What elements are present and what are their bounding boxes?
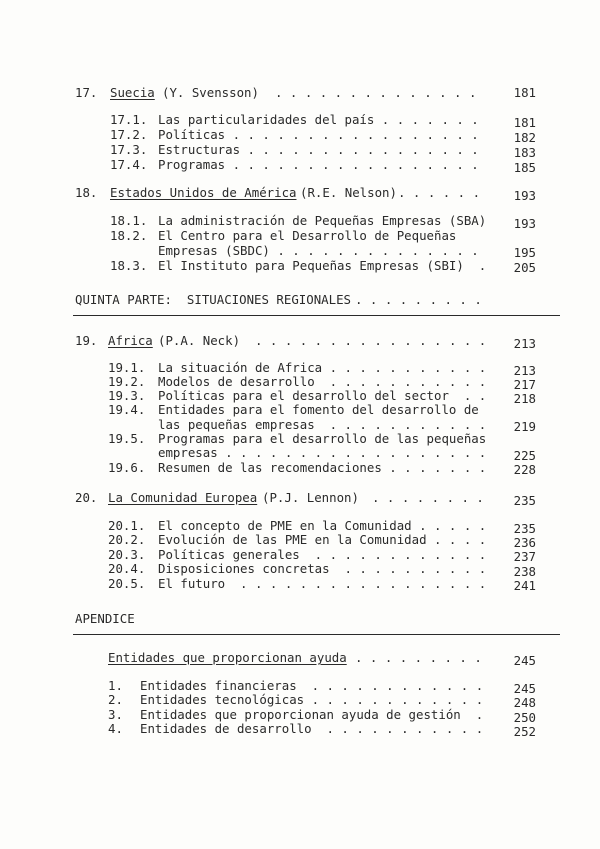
section-number: 20.2. (108, 532, 146, 547)
section-number: 20.4. (108, 561, 146, 576)
appendix-dots: . . . . . . . . . (355, 650, 482, 665)
section-title: Resumen de las recomendaciones . . . . . . . (158, 460, 487, 475)
appendix-item-number: 1. (108, 678, 123, 693)
section-number: 17.2. (110, 127, 148, 142)
section-title: Políticas para el desarrollo del sector . . (158, 388, 487, 403)
section-title: Programas . . . . . . . . . . . . . . . . . (158, 157, 479, 172)
section-number: 20.3. (108, 547, 146, 562)
section-number: 19.1. (108, 360, 146, 375)
appendix-item-title: Entidades financieras . . . . . . . . . . . . (140, 678, 484, 693)
section-number: 18.2. (110, 228, 148, 243)
section-title: La administración de Pequeñas Empresas (SBA) (158, 213, 487, 228)
section-title: Políticas . . . . . . . . . . . . . . . . . (158, 127, 479, 142)
chapter-number: 17. (75, 85, 98, 100)
appendix-item-number: 4. (108, 721, 123, 736)
appendix-item-title: Entidades tecnológicas . . . . . . . . . . . . (140, 692, 484, 707)
section-page: 213 (513, 363, 536, 378)
part-heading: QUINTA PARTE: SITUACIONES REGIONALES (75, 292, 352, 307)
section-number: 19.2. (108, 374, 146, 389)
section-number: 19.6. (108, 460, 146, 475)
section-title: El Instituto para Pequeñas Empresas (SBI) . (158, 258, 487, 273)
section-page: 235 (513, 521, 536, 536)
appendix-heading: Entidades que proporcionan ayuda (108, 650, 347, 665)
chapter-number: 19. (75, 333, 98, 348)
section-title: Modelos de desarrollo . . . . . . . . . . . (158, 374, 487, 389)
chapter-title: Estados Unidos de América (110, 185, 297, 200)
section-title: Las particularidades del país . . . . . . . (158, 112, 479, 127)
section-number: 18.3. (110, 258, 148, 273)
chapter-title: La Comunidad Europea (108, 490, 258, 505)
section-number: 18.1. (110, 213, 148, 228)
appendix-item-title: Entidades que proporcionan ayuda de gestión . (140, 707, 484, 722)
section-title: El concepto de PME en la Comunidad . . . . . (158, 518, 487, 533)
part-dots: . . . . . . . . . (355, 292, 482, 307)
chapter-title: Suecia (110, 85, 155, 100)
section-number: 20.5. (108, 576, 146, 591)
section-number: 19.5. (108, 431, 146, 446)
chapter-number: 18. (75, 185, 98, 200)
section-title: Políticas generales . . . . . . . . . . . . (158, 547, 487, 562)
chapter-author: (P.J. Lennon) (262, 490, 359, 505)
section-title: Evolución de las PME en la Comunidad . . . . (158, 532, 487, 547)
section-page: 183 (513, 145, 536, 160)
chapter-page: 181 (513, 85, 536, 100)
chapter-title: Africa (108, 333, 153, 348)
section-title: El Centro para el Desarrollo de Pequeñas (158, 228, 457, 243)
appendix-item-page: 252 (513, 724, 536, 739)
chapter-page: 235 (513, 493, 536, 508)
section-title-continued: las pequeñas empresas . . . . . . . . . . . (158, 417, 487, 432)
section-title-continued: Empresas (SBDC) . . . . . . . . . . . . . . (158, 243, 479, 258)
section-page: 218 (513, 391, 536, 406)
section-number: 17.3. (110, 142, 148, 157)
appendix-label: APENDICE (75, 611, 135, 626)
chapter-dots: . . . . . . . . . . . . . . . . (255, 333, 487, 348)
section-title: El futuro . . . . . . . . . . . . . . . . . (158, 576, 487, 591)
appendix-rule (73, 634, 560, 635)
section-page: 236 (513, 535, 536, 550)
chapter-number: 20. (75, 490, 98, 505)
appendix-item-page: 245 (513, 681, 536, 696)
section-title: Estructuras . . . . . . . . . . . . . . . . (158, 142, 479, 157)
chapter-dots: . . . . . . (398, 185, 481, 200)
chapter-dots: . . . . . . . . . . . . . . (275, 85, 477, 100)
appendix-item-page: 248 (513, 695, 536, 710)
section-number: 19.3. (108, 388, 146, 403)
section-title: La situación de Africa . . . . . . . . . . . (158, 360, 487, 375)
section-page: 241 (513, 578, 536, 593)
section-title-continued: empresas . . . . . . . . . . . . . . . . . . (158, 445, 487, 460)
chapter-page: 193 (513, 188, 536, 203)
section-number: 17.4. (110, 157, 148, 172)
chapter-author: (Y. Svensson) (162, 85, 259, 100)
section-number: 19.4. (108, 402, 146, 417)
section-page: 185 (513, 160, 536, 175)
section-title: Entidades para el fomento del desarrollo de (158, 402, 479, 417)
chapter-author: (R.E. Nelson) (300, 185, 397, 200)
section-page: 219 (513, 419, 536, 434)
section-page: 228 (513, 462, 536, 477)
section-page: 182 (513, 130, 536, 145)
section-page: 205 (513, 260, 536, 275)
section-page: 193 (513, 216, 536, 231)
section-number: 17.1. (110, 112, 148, 127)
section-page: 217 (513, 377, 536, 392)
appendix-item-title: Entidades de desarrollo . . . . . . . . . . . (140, 721, 484, 736)
section-title: Programas para el desarrollo de las pequeñas (158, 431, 487, 446)
section-title: Disposiciones concretas . . . . . . . . . . (158, 561, 487, 576)
section-page: 237 (513, 549, 536, 564)
section-page: 195 (513, 245, 536, 260)
chapter-author: (P.A. Neck) (158, 333, 241, 348)
appendix-item-number: 2. (108, 692, 123, 707)
section-page: 181 (513, 115, 536, 130)
appendix-page: 245 (513, 653, 536, 668)
appendix-item-page: 250 (513, 710, 536, 725)
section-page: 225 (513, 448, 536, 463)
appendix-item-number: 3. (108, 707, 123, 722)
part-rule (73, 315, 560, 316)
chapter-dots: . . . . . . . . (372, 490, 484, 505)
section-page: 238 (513, 564, 536, 579)
section-number: 20.1. (108, 518, 146, 533)
chapter-page: 213 (513, 336, 536, 351)
